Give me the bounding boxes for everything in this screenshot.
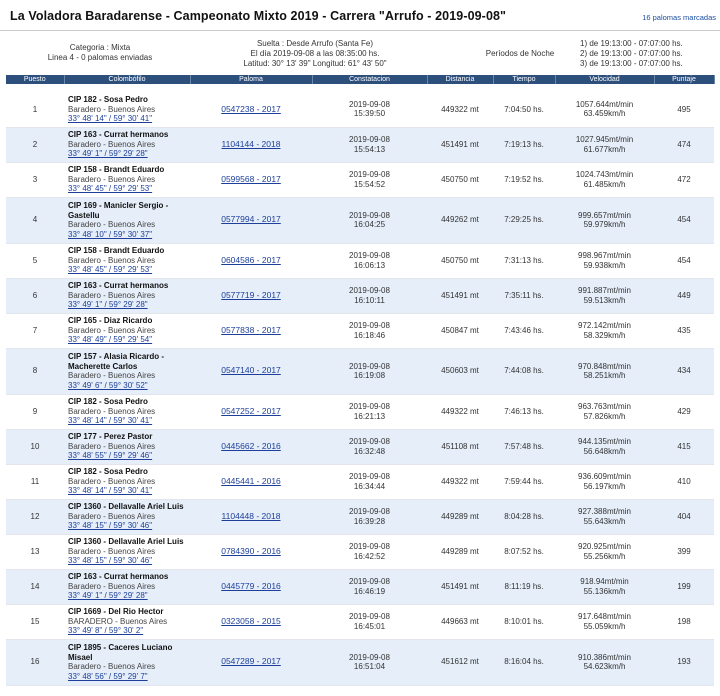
pigeon-cell [190,162,312,197]
score-cell: 449 [654,278,714,313]
score-cell: 193 [654,639,714,685]
column-header[interactable]: Constatacion [312,75,427,84]
column-header[interactable]: Distancia [427,75,493,84]
column-header[interactable]: Velocidad [555,75,654,84]
fancier-name: CIP 177 - Perez Pastor [68,432,153,442]
fancier-cell [64,348,190,394]
time-cell: 7:29:25 hs. [493,197,555,243]
fancier-cell [64,162,190,197]
time-cell: 8:11:19 hs. [493,569,555,604]
night-periods-label: Períodos de Noche [485,49,555,58]
arrival-cell [312,313,427,348]
pigeon-ring-link[interactable]: 0445779 - 2016 [221,580,281,591]
pigeon-cell [190,313,312,348]
fancier-cell [64,534,190,569]
release-info [225,39,405,69]
pigeon-cell [190,464,312,499]
speed-mpm: 936.609mt/min [578,472,631,481]
fancier-name: CIP 182 - Sosa Pedro [68,95,148,104]
fancier-name: CIP 1360 - Dellavalle Ariel Luis [68,537,184,547]
speed-mpm: 944.135mt/min [578,437,631,446]
release-coords: Latitud: 30° 13' 39" Longitud: 61° 43' 50" [243,59,387,68]
fancier-location: Baradero - Buenos Aires [68,290,156,300]
fancier-coords-link[interactable]: 33° 48' 45" / 59° 29' 53" [68,265,153,275]
arrival-time: 16:04:25 [353,220,386,229]
fancier-name: CIP 169 - Manicler Sergio - Gastellu [68,201,169,220]
position-cell: 4 [6,197,64,243]
arrival-cell [312,278,427,313]
speed-mpm: 918.94mt/min [580,577,629,586]
position-cell: 5 [6,243,64,278]
night-period: 1) de 19:13:00 - 07:07:00 hs. [580,39,683,48]
score-cell: 399 [654,534,714,569]
speed-cell [555,639,654,685]
position-cell: 11 [6,464,64,499]
fancier-coords-link[interactable]: 33° 48' 10" / 59° 30' 37" [68,229,153,239]
speed-cell [555,429,654,464]
arrival-date: 2019-09-08 [349,437,390,446]
speed-mpm: 920.925mt/min [578,542,631,551]
fancier-location: Baradero - Buenos Aires [68,371,156,380]
arrival-time: 16:45:01 [353,621,386,631]
fancier-name: CIP 158 - Brandt Eduardo [68,246,165,256]
pigeon-cell [190,348,312,394]
speed-mpm: 1027.945mt/min [575,135,634,144]
score-cell: 415 [654,429,714,464]
fancier-location: Baradero - Buenos Aires [68,255,156,265]
speed-mpm: 917.648mt/min [578,612,631,621]
time-cell: 7:46:13 hs. [493,394,555,429]
speed-mpm: 991.887mt/min [578,286,631,295]
fancier-coords-link[interactable]: 33° 48' 14" / 59° 30' 41" [68,416,153,426]
arrival-date: 2019-09-08 [349,135,390,144]
fancier-coords-link[interactable]: 33° 49' 1" / 59° 29' 28" [68,300,148,310]
table-row [6,197,714,243]
pigeon-ring-link[interactable]: 1104144 - 2018 [221,138,281,149]
arrival-time: 16:19:08 [353,371,386,380]
time-cell: 7:44:08 hs. [493,348,555,394]
distance-cell: 451491 mt [427,127,493,162]
speed-kmh: 61.677km/h [583,144,626,154]
time-cell: 8:07:52 hs. [493,534,555,569]
fancier-location: Baradero - Buenos Aires [68,104,156,114]
speed-kmh: 56.197km/h [583,481,626,491]
pigeon-cell [190,534,312,569]
pigeon-ring-link[interactable]: 0577719 - 2017 [221,289,281,300]
position-cell: 8 [6,348,64,394]
pigeon-ring-link[interactable]: 0547238 - 2017 [221,103,281,114]
fancier-cell [64,197,190,243]
speed-cell [555,394,654,429]
column-header[interactable]: Colombófilo [64,75,190,84]
race-info [0,31,720,75]
distance-cell: 451612 mt [427,639,493,685]
arrival-cell [312,162,427,197]
arrival-date: 2019-09-08 [349,507,390,516]
pigeon-ring-link[interactable]: 0323058 - 2015 [221,615,281,626]
position-cell: 10 [6,429,64,464]
speed-kmh: 57.826km/h [583,411,626,421]
table-row [6,464,714,499]
pigeon-cell [190,127,312,162]
fancier-cell [64,243,190,278]
arrival-date: 2019-09-08 [349,99,390,109]
time-cell: 7:19:52 hs. [493,162,555,197]
arrival-date: 2019-09-08 [349,361,390,371]
release-time: El día 2019-09-08 a las 08:35:00 hs. [250,49,380,58]
position-cell: 13 [6,534,64,569]
time-cell: 7:35:11 hs. [493,278,555,313]
pigeon-cell [190,429,312,464]
distance-cell: 451108 mt [427,429,493,464]
night-period: 2) de 19:13:00 - 07:07:00 hs. [580,49,683,58]
fancier-coords-link[interactable]: 33° 48' 14" / 59° 30' 41" [68,114,153,123]
speed-cell [555,534,654,569]
fancier-coords-link[interactable]: 33° 48' 15" / 59° 30' 46" [68,556,153,566]
distance-cell: 450603 mt [427,348,493,394]
distance-cell: 450847 mt [427,313,493,348]
position-cell: 15 [6,604,64,639]
speed-kmh: 55.256km/h [583,551,626,561]
fancier-name: CIP 163 - Currat hermanos [68,130,169,140]
table-row [6,569,714,604]
fancier-coords-link[interactable]: 33° 48' 45" / 59° 29' 53" [68,184,153,194]
time-cell: 7:04:50 hs. [493,92,555,127]
fancier-location: Baradero - Buenos Aires [68,511,156,521]
score-cell: 198 [654,604,714,639]
fancier-name: CIP 1669 - Del Rio Hector [68,607,164,617]
fancier-name: CIP 1895 - Caceres Luciano Misael [68,643,173,662]
title-bar [0,0,720,31]
fancier-coords-link[interactable]: 33° 48' 15" / 59° 30' 46" [68,521,153,531]
fancier-location: Baradero - Buenos Aires [68,325,156,335]
distance-cell: 450750 mt [427,162,493,197]
pigeon-cell [190,197,312,243]
spacer-row [6,84,714,92]
speed-kmh: 58.251km/h [583,371,626,380]
arrival-time: 16:06:13 [353,260,386,270]
arrival-cell [312,604,427,639]
distance-cell: 449322 mt [427,464,493,499]
fancier-cell [64,394,190,429]
arrival-cell [312,429,427,464]
column-header[interactable]: Puntaje [654,75,714,84]
fancier-coords-link[interactable]: 33° 49' 1" / 59° 29' 28" [68,591,148,601]
arrival-cell [312,639,427,685]
results-table [6,75,715,686]
arrival-time: 16:39:28 [353,516,386,526]
fancier-name: CIP 182 - Sosa Pedro [68,397,148,407]
position-cell: 3 [6,162,64,197]
pigeon-cell [190,92,312,127]
fancier-location: Baradero - Buenos Aires [68,662,156,671]
speed-kmh: 54.623km/h [583,662,626,671]
arrival-time: 16:10:11 [354,295,385,305]
pigeon-ring-link[interactable]: 0577994 - 2017 [221,214,281,225]
pigeon-ring-link[interactable]: 1104448 - 2018 [221,510,281,521]
arrival-cell [312,348,427,394]
release-place: Suelta : Desde Arrufo (Santa Fe) [256,39,374,48]
fancier-coords-link[interactable]: 33° 49' 6" / 59° 30' 52" [68,380,148,390]
arrival-time: 16:34:44 [353,481,386,491]
position-cell: 1 [6,92,64,127]
arrival-date: 2019-09-08 [349,321,390,330]
arrival-date: 2019-09-08 [349,612,390,621]
speed-cell [555,162,654,197]
night-period: 3) de 19:13:00 - 07:07:00 hs. [580,59,683,68]
fancier-cell [64,499,190,534]
speed-mpm: 1024.743mt/min [575,170,634,179]
fancier-location: Baradero - Buenos Aires [68,220,156,229]
arrival-date: 2019-09-08 [349,170,390,179]
speed-cell [555,278,654,313]
category-info [30,43,170,63]
arrival-time: 16:18:46 [353,330,386,340]
pigeon-cell [190,278,312,313]
speed-cell [555,127,654,162]
position-cell: 6 [6,278,64,313]
fancier-cell [64,604,190,639]
pigeon-ring-link[interactable]: 0445662 - 2016 [221,440,281,451]
fancier-coords-link[interactable]: 33° 48' 49" / 59° 29' 54" [68,335,153,345]
line-label: Linea 4 - 0 palomas enviadas [47,53,153,62]
position-cell: 9 [6,394,64,429]
fancier-name: CIP 165 - Diaz Ricardo [68,316,153,326]
speed-mpm: 927.388mt/min [578,507,631,516]
pigeon-cell [190,639,312,685]
table-row [6,394,714,429]
speed-kmh: 55.136km/h [583,586,626,596]
pigeon-cell [190,499,312,534]
score-cell: 404 [654,499,714,534]
speed-cell [555,569,654,604]
speed-cell [555,604,654,639]
table-row [6,127,714,162]
pigeon-ring-link[interactable]: 0547289 - 2017 [221,656,281,667]
speed-mpm: 1057.644mt/min [575,99,634,109]
speed-cell [555,348,654,394]
arrival-date: 2019-09-08 [349,472,390,481]
arrival-time: 16:51:04 [353,662,386,671]
distance-cell: 449289 mt [427,534,493,569]
speed-cell [555,499,654,534]
fancier-coords-link[interactable]: 33° 48' 14" / 59° 30' 41" [68,486,153,496]
table-row [6,429,714,464]
position-cell: 2 [6,127,64,162]
position-cell: 12 [6,499,64,534]
arrival-time: 16:46:19 [353,586,386,596]
table-row [6,92,714,127]
arrival-cell [312,92,427,127]
arrival-cell [312,127,427,162]
position-cell: 16 [6,639,64,685]
pigeon-ring-link[interactable]: 0599568 - 2017 [221,173,281,184]
column-header[interactable]: Paloma [190,75,312,84]
arrival-date: 2019-09-08 [349,542,390,551]
arrival-date: 2019-09-08 [349,251,390,260]
score-cell: 495 [654,92,714,127]
distance-cell: 449663 mt [427,604,493,639]
table-row [6,639,714,685]
speed-cell [555,197,654,243]
marked-count-badge: 16 palomas marcadas [642,13,716,22]
time-cell: 8:16:04 hs. [493,639,555,685]
table-row [6,348,714,394]
speed-kmh: 56.648km/h [583,446,626,456]
table-row [6,243,714,278]
pigeon-cell [190,604,312,639]
fancier-cell [64,92,190,127]
time-cell: 7:57:48 hs. [493,429,555,464]
table-row [6,162,714,197]
arrival-time: 15:39:50 [353,109,386,119]
score-cell: 434 [654,348,714,394]
fancier-location: Baradero - Buenos Aires [68,546,156,556]
fancier-name: CIP 163 - Currat hermanos [68,572,169,582]
fancier-cell [64,127,190,162]
speed-cell [555,243,654,278]
table-row [6,278,714,313]
arrival-date: 2019-09-08 [349,210,390,220]
arrival-cell [312,243,427,278]
table-row [6,534,714,569]
distance-cell: 449322 mt [427,92,493,127]
score-cell: 472 [654,162,714,197]
score-cell: 474 [654,127,714,162]
pigeon-cell [190,394,312,429]
category-label: Categoria : Mixta [69,43,131,52]
time-cell: 8:04:28 hs. [493,499,555,534]
arrival-date: 2019-09-08 [349,286,390,295]
fancier-location: Baradero - Buenos Aires [68,139,156,149]
fancier-cell [64,313,190,348]
fancier-cell [64,429,190,464]
fancier-cell [64,464,190,499]
pigeon-ring-link[interactable]: 0604586 - 2017 [221,254,281,265]
pigeon-ring-link[interactable]: 0577838 - 2017 [221,324,281,335]
fancier-location: BARADERO - Buenos Aires [68,616,168,626]
fancier-name: CIP 1360 - Dellavalle Ariel Luis [68,502,184,512]
fancier-coords-link[interactable]: 33° 49' 8" / 59° 30' 2" [68,626,144,636]
distance-cell: 451491 mt [427,278,493,313]
fancier-name: CIP 163 - Currat hermanos [68,281,169,291]
arrival-cell [312,394,427,429]
position-cell: 7 [6,313,64,348]
score-cell: 199 [654,569,714,604]
distance-cell: 450750 mt [427,243,493,278]
speed-mpm: 999.657mt/min [578,210,631,220]
time-cell: 8:10:01 hs. [493,604,555,639]
speed-kmh: 58.329km/h [583,330,626,340]
pigeon-ring-link[interactable]: 0547252 - 2017 [221,405,281,416]
fancier-name: CIP 157 - Alasia Ricardo - Macherette Carlos [68,352,165,371]
fancier-coords-link[interactable]: 33° 48' 55" / 59° 29' 46" [68,451,153,461]
page-title: La Voladora Baradarense - Campeonato Mixto 2019 - Carrera "Arrufo - 2019-09-08" [10,9,507,23]
speed-kmh: 55.059km/h [583,621,626,631]
pigeon-cell [190,243,312,278]
speed-kmh: 63.459km/h [583,109,626,119]
fancier-cell [64,639,190,685]
speed-kmh: 55.643km/h [583,516,626,526]
pigeon-ring-link[interactable]: 0784390 - 2016 [221,545,281,556]
score-cell: 429 [654,394,714,429]
score-cell: 454 [654,243,714,278]
arrival-time: 16:42:52 [353,551,386,561]
table-row [6,313,714,348]
distance-cell: 451491 mt [427,569,493,604]
arrival-time: 16:32:48 [353,446,386,456]
fancier-name: CIP 182 - Sosa Pedro [68,467,148,477]
speed-mpm: 970.848mt/min [578,361,631,371]
column-header[interactable]: Puesto [6,75,64,84]
time-cell: 7:19:13 hs. [493,127,555,162]
speed-mpm: 972.142mt/min [578,321,631,330]
arrival-date: 2019-09-08 [349,402,390,411]
arrival-time: 15:54:52 [353,179,386,189]
arrival-cell [312,197,427,243]
arrival-cell [312,499,427,534]
fancier-location: Baradero - Buenos Aires [68,581,156,591]
fancier-location: Baradero - Buenos Aires [68,441,156,451]
distance-cell: 449289 mt [427,499,493,534]
pigeon-cell [190,569,312,604]
speed-kmh: 59.513km/h [583,295,626,305]
table-row [6,499,714,534]
speed-mpm: 963.763mt/min [578,402,631,411]
fancier-cell [64,569,190,604]
arrival-cell [312,464,427,499]
fancier-coords-link[interactable]: 33° 48' 56" / 59° 29' 7" [68,671,148,681]
header-row [6,75,714,84]
speed-mpm: 910.386mt/min [578,652,631,662]
night-periods-list [580,39,683,69]
fancier-location: Baradero - Buenos Aires [68,174,156,184]
column-header[interactable]: Tiempo [493,75,555,84]
pigeon-ring-link[interactable]: 0445441 - 2016 [221,475,281,486]
speed-cell [555,92,654,127]
time-cell: 7:59:44 hs. [493,464,555,499]
speed-kmh: 61.485km/h [583,179,626,189]
arrival-date: 2019-09-08 [349,577,390,586]
speed-cell [555,464,654,499]
fancier-name: CIP 158 - Brandt Eduardo [68,165,165,175]
fancier-location: Baradero - Buenos Aires [68,406,156,416]
arrival-date: 2019-09-08 [349,652,390,662]
distance-cell: 449322 mt [427,394,493,429]
time-cell: 7:43:46 hs. [493,313,555,348]
speed-mpm: 998.967mt/min [578,251,631,260]
time-cell: 7:31:13 hs. [493,243,555,278]
arrival-time: 16:21:13 [353,411,386,421]
table-row [6,604,714,639]
speed-kmh: 59.938km/h [583,260,626,270]
fancier-cell [64,278,190,313]
fancier-coords-link[interactable]: 33° 49' 1" / 59° 29' 28" [68,149,148,159]
arrival-time: 15:54:13 [353,144,386,154]
pigeon-ring-link[interactable]: 0547140 - 2017 [221,365,281,376]
score-cell: 410 [654,464,714,499]
arrival-cell [312,534,427,569]
score-cell: 454 [654,197,714,243]
speed-cell [555,313,654,348]
distance-cell: 449262 mt [427,197,493,243]
position-cell: 14 [6,569,64,604]
speed-kmh: 59.979km/h [583,220,626,229]
score-cell: 435 [654,313,714,348]
arrival-cell [312,569,427,604]
fancier-location: Baradero - Buenos Aires [68,476,156,486]
